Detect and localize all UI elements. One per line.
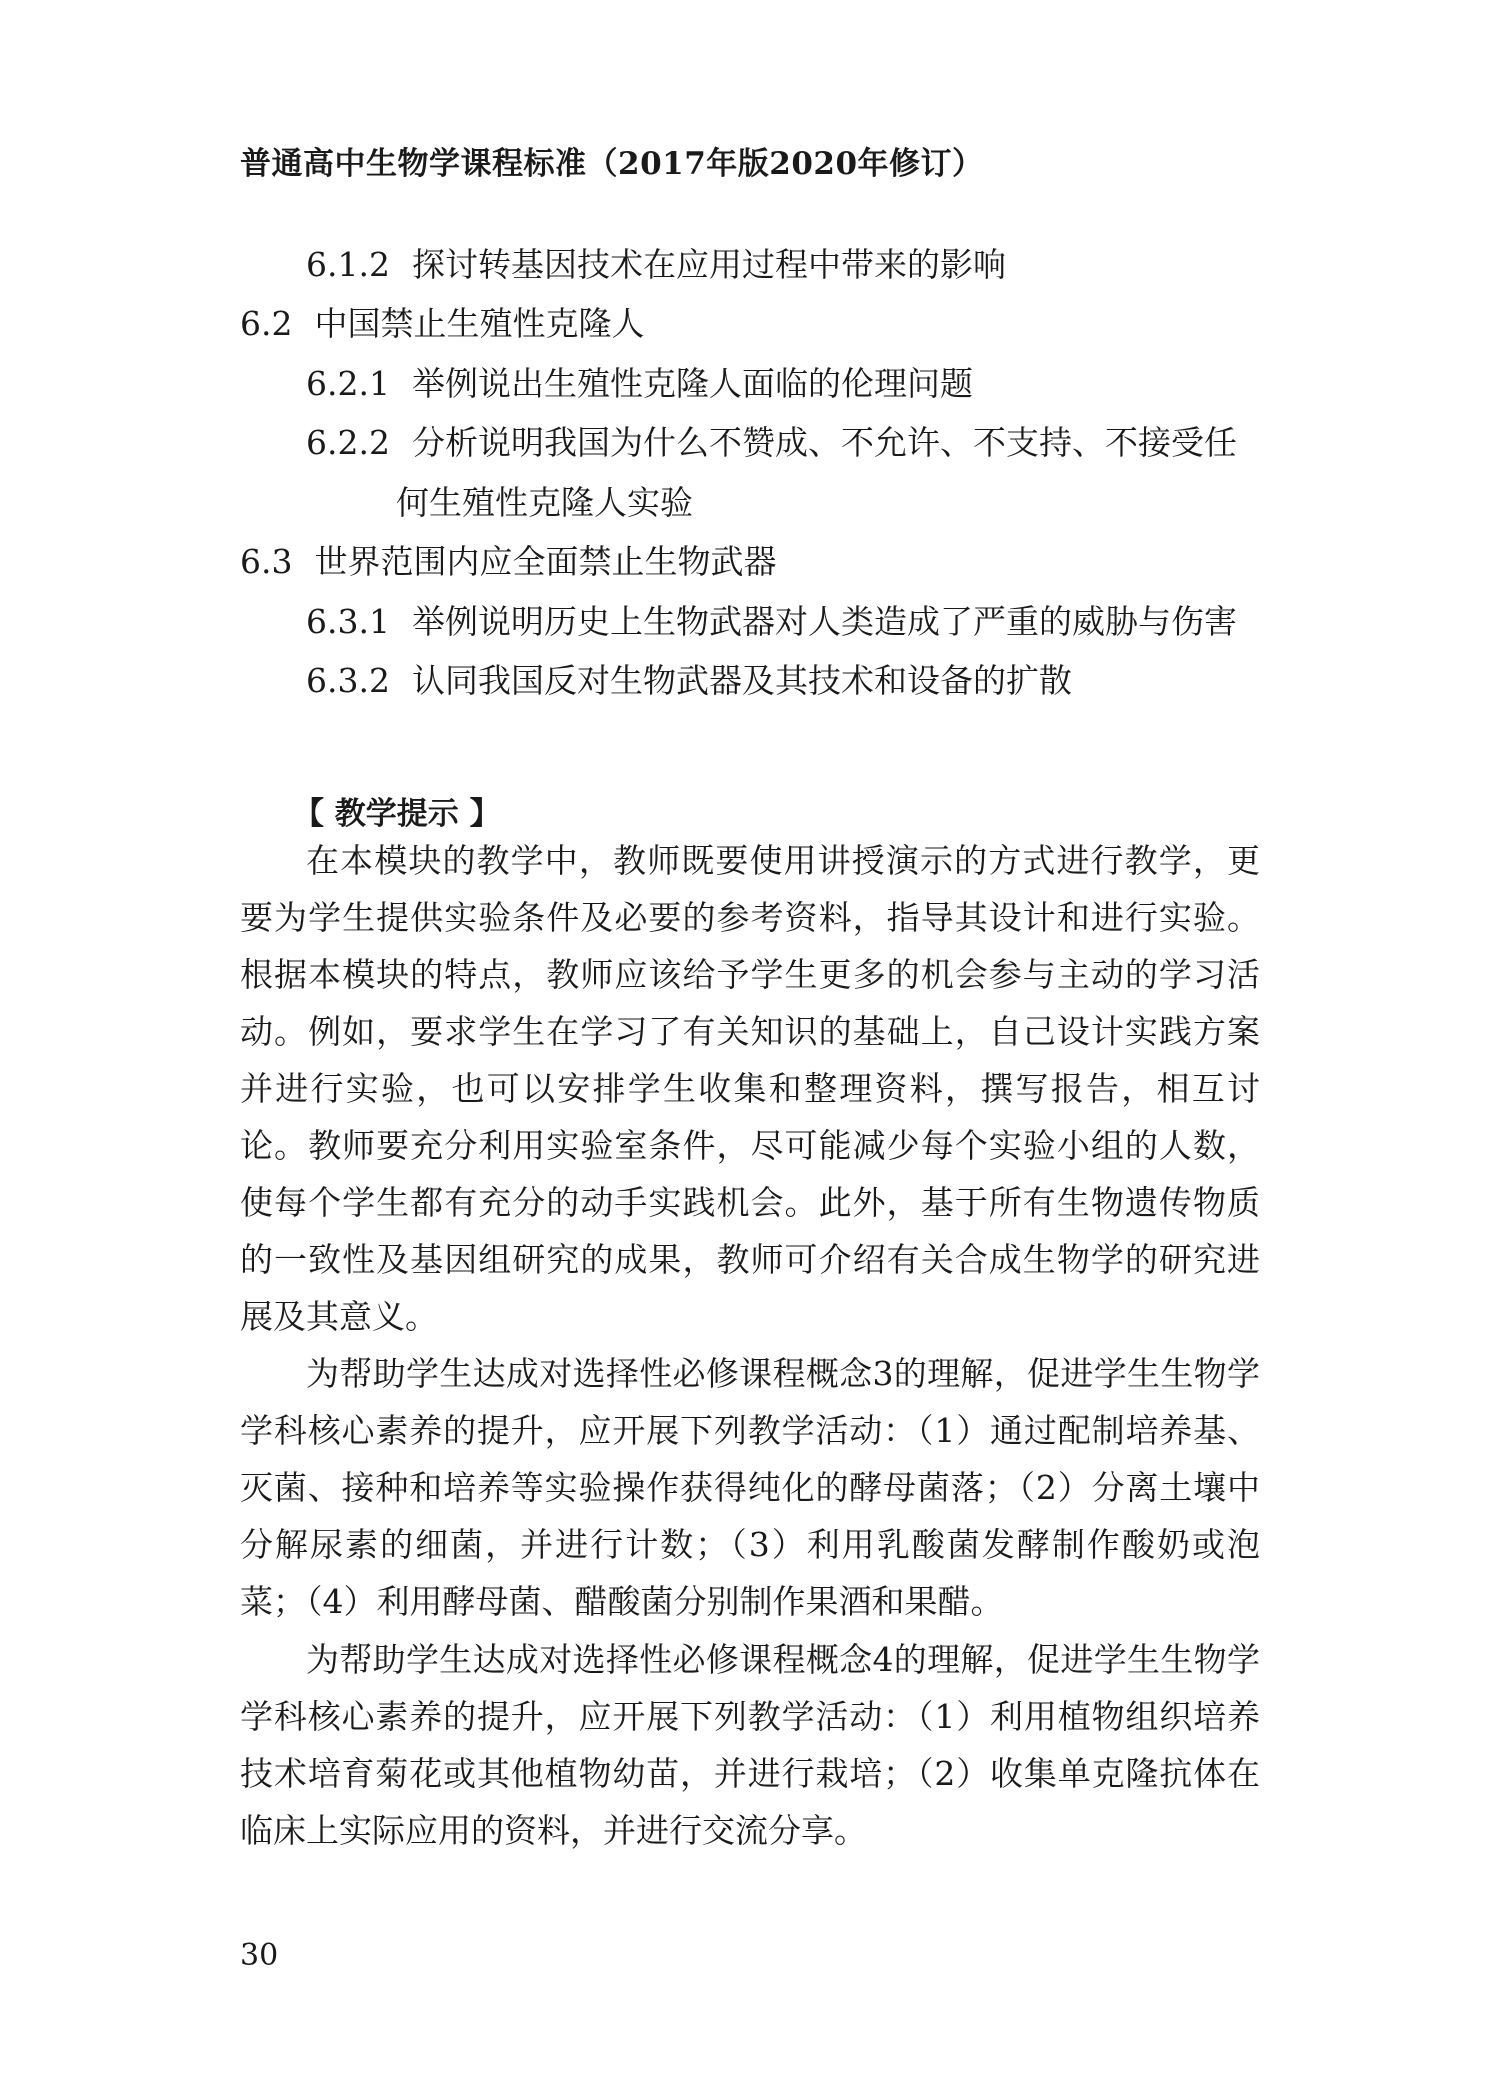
outline-text: 认同我国反对生物武器及其技术和设备的扩散	[411, 661, 1072, 700]
outline-item-6-2-2-continuation: 何生殖性克隆人实验	[396, 483, 693, 522]
outline-item-6-3	[240, 542, 777, 581]
outline-text: 分析说明我国为什么不赞成、不允许、不支持、不接受任	[411, 423, 1237, 462]
running-head: 普通高中生物学课程标准（2017年版2020年修订）	[240, 146, 984, 182]
teaching-tips-heading: 【 教学提示 】	[293, 796, 501, 832]
outline-text: 举例说明历史上生物武器对人类造成了严重的威胁与伤害	[411, 602, 1237, 641]
outline-text: 世界范围内应全面禁止生物武器	[314, 542, 777, 581]
outline-item-6-2	[240, 304, 645, 343]
outline-text: 中国禁止生殖性克隆人	[314, 304, 645, 343]
outline-item-6-3-1	[306, 602, 1237, 641]
outline-number: 6.2	[240, 304, 293, 343]
outline-text: 举例说出生殖性克隆人面临的伦理问题	[411, 364, 973, 403]
outline-number: 6.2.2	[306, 423, 390, 462]
outline-number: 6.3	[240, 542, 293, 581]
outline-text: 探讨转基因技术在应用过程中带来的影响	[411, 245, 1006, 284]
outline-item-6-2-1	[306, 364, 973, 403]
outline-number: 6.1.2	[306, 245, 390, 284]
outline-item-6-3-2	[306, 661, 1072, 700]
outline-number: 6.2.1	[306, 364, 390, 403]
body-paragraph-2: 为帮助学生达成对选择性必修课程概念3的理解，促进学生生物学学科核心素养的提升，应开展下列教学活动：（1）通过配制培养基、灭菌、接种和培养等实验操作获得纯化的酵母菌落；（2）分离土壤中分解尿素的细菌，并进行计数；（3）利用乳酸菌发酵制作酸奶或泡菜；（4）利用酵母菌、醋酸菌分别制作果酒和果醋。	[240, 1354, 1260, 1621]
outline-item-6-2-2	[306, 423, 1237, 462]
page-number: 30	[240, 1938, 279, 1973]
outline-item-6-1-2	[306, 245, 1006, 284]
outline-number: 6.3.1	[306, 602, 390, 641]
body-paragraph-1: 在本模块的教学中，教师既要使用讲授演示的方式进行教学，更要为学生提供实验条件及必要的参考资料，指导其设计和进行实验。根据本模块的特点，教师应该给予学生更多的机会参与主动的学习活动。例如，要求学生在学习了有关知识的基础上，自己设计实践方案并进行实验，也可以安排学生收集和整理资料，撰写报告，相互讨论。教师要充分利用实验室条件，尽可能减少每个实验小组的人数，使每个学生都有充分的动手实践机会。此外，基于所有生物遗传物质的一致性及基因组研究的成果，教师可介绍有关合成生物学的研究进展及其意义。	[240, 841, 1260, 1336]
body-paragraph-3: 为帮助学生达成对选择性必修课程概念4的理解，促进学生生物学学科核心素养的提升，应开展下列教学活动：（1）利用植物组织培养技术培育菊花或其他植物幼苗，并进行栽培；（2）收集单克隆抗体在临床上实际应用的资料，并进行交流分享。	[240, 1640, 1260, 1850]
outline-number: 6.3.2	[306, 661, 390, 700]
